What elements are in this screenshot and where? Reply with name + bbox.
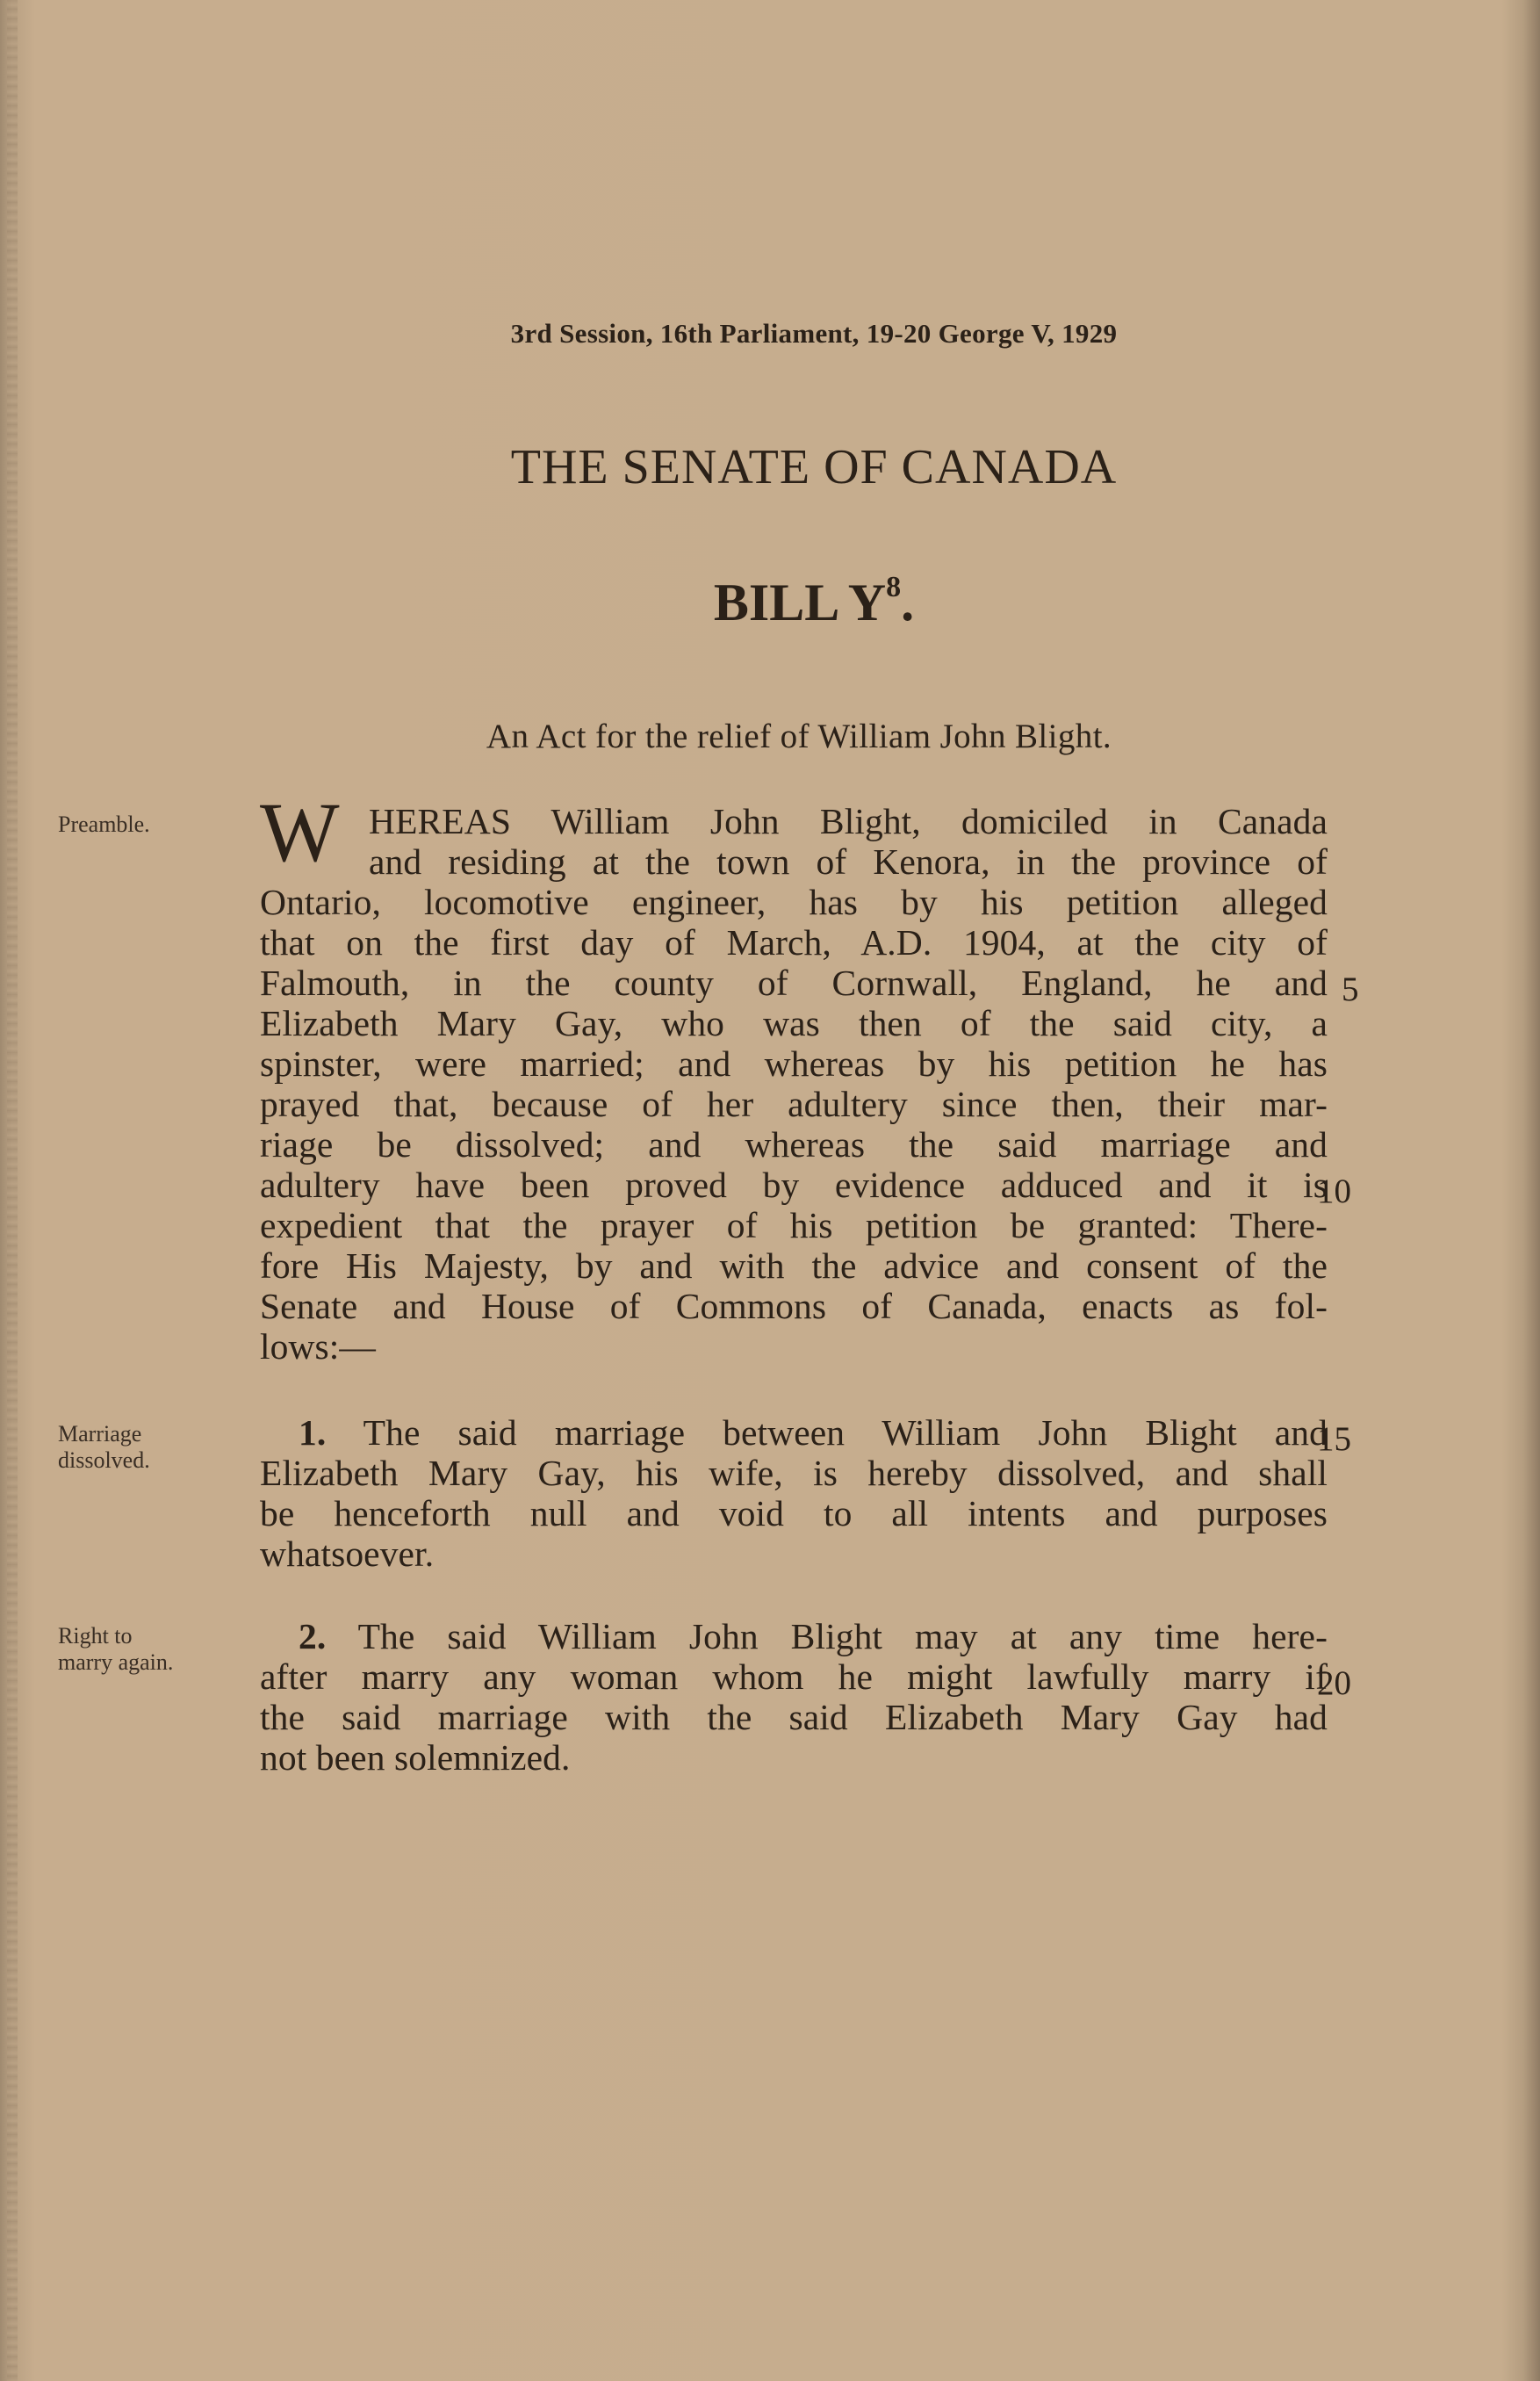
section-2-line: not been solemnized. — [260, 1737, 571, 1778]
preamble-line: spinster, were married; and whereas by his petition he has — [260, 1043, 1328, 1084]
section-1-line: Elizabeth Mary Gay, his wife, is hereby dissolved, and shall — [260, 1453, 1328, 1493]
act-title: An Act for the relief of William John Blight. — [486, 718, 1112, 755]
margin-note-right-to-marry — [58, 1623, 234, 1676]
bill-period: . — [901, 574, 915, 631]
section-1-first-line — [299, 1412, 1328, 1453]
margin-note-preamble: Preamble. — [58, 812, 150, 837]
section-1-text: The said marriage between William John Blight and — [363, 1412, 1328, 1453]
binding-edge — [7, 0, 18, 2381]
preamble-line: HEREAS William John Blight, domiciled in Canada — [369, 801, 1328, 841]
preamble-line: expedient that the prayer of his petition be granted: There- — [260, 1205, 1328, 1245]
preamble-line: Elizabeth Mary Gay, who was then of the said city, a — [260, 1003, 1328, 1043]
preamble-line: and residing at the town of Kenora, in the province of — [369, 841, 1328, 882]
section-2-line: the said marriage with the said Elizabeth Mary Gay had — [260, 1697, 1328, 1737]
line-number: 10 — [1317, 1172, 1351, 1210]
line-number: 5 — [1342, 970, 1359, 1008]
section-2-line: after marry any woman whom he might lawfully marry if — [260, 1656, 1328, 1697]
preamble-line: Falmouth, in the county of Cornwall, England, he and — [260, 963, 1328, 1003]
margin-note-line: Right to — [58, 1623, 133, 1649]
section-1-line: be henceforth null and void to all intents and purposes — [260, 1493, 1328, 1533]
line-number: 20 — [1317, 1664, 1351, 1702]
section-2-first-line — [299, 1616, 1328, 1656]
bill-label: BILL Y — [713, 574, 887, 631]
section-2-text: The said William John Blight may at any time here- — [357, 1616, 1328, 1656]
preamble-dropcap: W — [260, 785, 340, 879]
preamble-line: prayed that, because of her adultery since then, their mar- — [260, 1084, 1328, 1124]
preamble-line: that on the first day of March, A.D. 1904, at the city of — [260, 922, 1328, 963]
bill-superscript: 8 — [886, 571, 902, 603]
bill-heading — [0, 573, 1540, 633]
margin-note-line: Marriage — [58, 1421, 142, 1447]
margin-note-line: dissolved. — [58, 1447, 150, 1473]
section-1-line: whatsoever. — [260, 1533, 435, 1574]
preamble-line: fore His Majesty, by and with the advice and consent of the — [260, 1245, 1328, 1286]
margin-note-line: marry again. — [58, 1649, 174, 1675]
section-number: 1. — [299, 1412, 327, 1453]
preamble-line: Ontario, locomotive engineer, has by his petition alleged — [260, 882, 1328, 922]
session-line: 3rd Session, 16th Parliament, 19-20 George V, 1929 — [510, 318, 1118, 349]
preamble-line: riage be dissolved; and whereas the said marriage and — [260, 1124, 1328, 1165]
section-number: 2. — [299, 1616, 327, 1656]
preamble-line: lows:— — [260, 1326, 377, 1367]
senate-heading: THE SENATE OF CANADA — [510, 440, 1118, 494]
preamble-line: adultery have been proved by evidence adduced and it is — [260, 1165, 1328, 1205]
preamble-line: Senate and House of Commons of Canada, enacts as fol- — [260, 1286, 1328, 1326]
margin-note-marriage-dissolved — [58, 1421, 234, 1474]
line-number: 15 — [1317, 1420, 1351, 1458]
